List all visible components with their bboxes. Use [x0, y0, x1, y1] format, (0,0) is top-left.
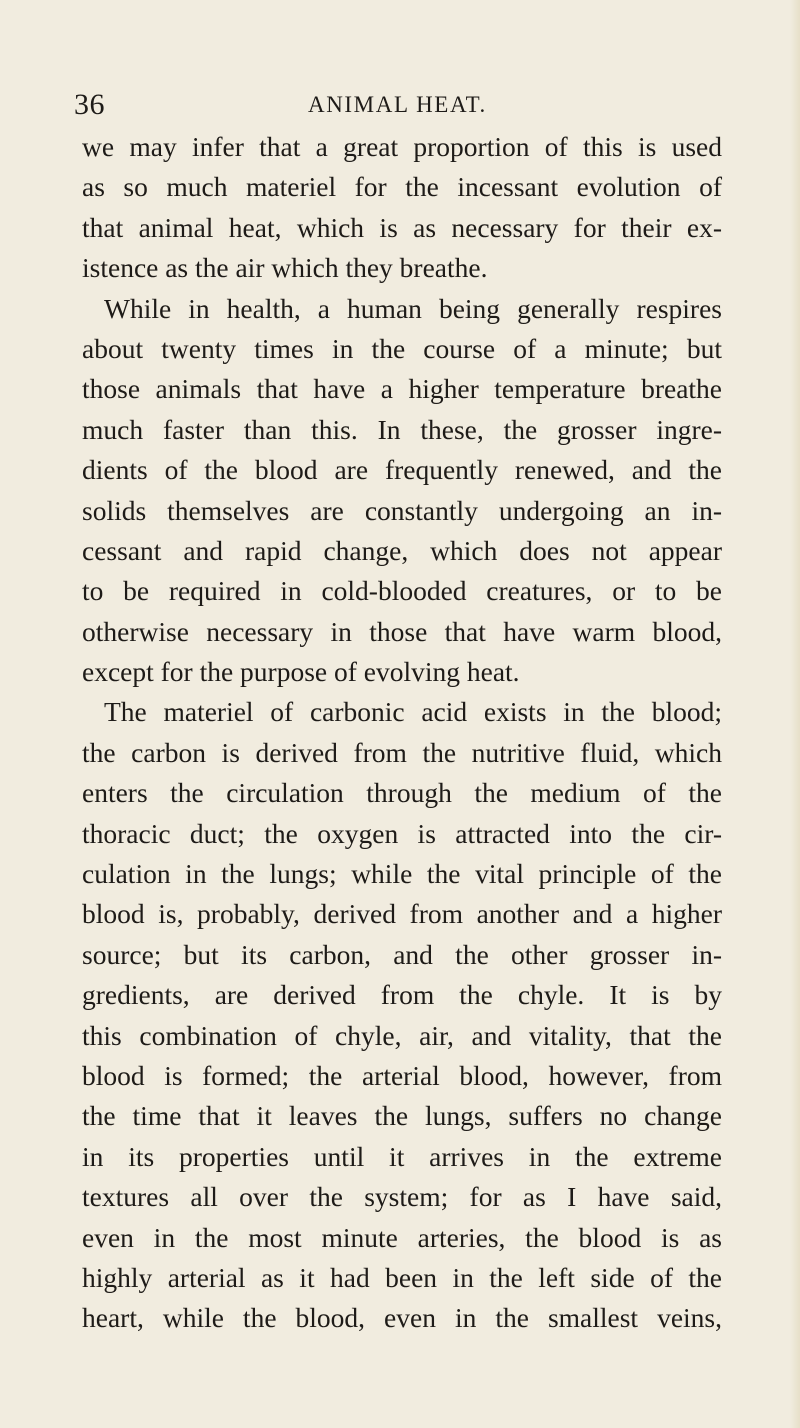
- text-line: While in health, a human being generally respires: [104, 292, 722, 324]
- text-line: cessant and rapid change, which does not appear: [82, 534, 722, 566]
- text-line: as so much materiel for the incessant evolution of: [82, 171, 722, 203]
- text-line: much faster than this. In these, the grosser ingre-: [82, 413, 722, 445]
- text-line: highly arterial as it had been in the left side of the: [82, 1261, 722, 1293]
- text-line: to be required in cold-blooded creatures, or to be: [82, 575, 722, 607]
- text-line: that animal heat, which is as necessary for their ex-: [82, 211, 722, 243]
- text-line: otherwise necessary in those that have warm blood,: [82, 615, 722, 647]
- text-line: gredients, are derived from the chyle. It is by: [82, 979, 722, 1011]
- page-edge-shadow: [790, 0, 800, 1428]
- running-head: ANIMAL HEAT.: [308, 92, 487, 117]
- text-line: in its properties until it arrives in the extreme: [82, 1140, 722, 1172]
- text-line: blood is formed; the arterial blood, however, from: [82, 1059, 722, 1091]
- text-line: solids themselves are constantly undergoing an in-: [82, 494, 722, 526]
- text-line: heart, while the blood, even in the smallest veins,: [82, 1302, 722, 1334]
- text-line: thoracic duct; the oxygen is attracted into the cir-: [82, 817, 722, 849]
- text-line: we may infer that a great proportion of this is used: [82, 131, 722, 162]
- text-line: textures all over the system; for as I have said,: [82, 1181, 722, 1213]
- body-text: [82, 127, 722, 1339]
- page-header: [74, 88, 730, 124]
- text-line: The materiel of carbonic acid exists in the blood;: [104, 696, 722, 728]
- text-line: culation in the lungs; while the vital principle of the: [82, 858, 722, 890]
- text-line: except for the purpose of evolving heat.: [82, 656, 520, 688]
- text-line: dients of the blood are frequently renewed, and the: [82, 454, 722, 486]
- text-line: enters the circulation through the medium of the: [82, 777, 722, 809]
- text-line: the carbon is derived from the nutritive fluid, which: [82, 736, 722, 768]
- text-line: the time that it leaves the lungs, suffers no change: [82, 1100, 722, 1132]
- text-line: source; but its carbon, and the other grosser in-: [82, 938, 722, 970]
- text-line: even in the most minute arteries, the blood is as: [82, 1221, 722, 1253]
- text-line: about twenty times in the course of a minute; but: [82, 332, 722, 364]
- text-line: istence as the air which they breathe.: [82, 252, 488, 284]
- text-line: those animals that have a higher temperature breathe: [82, 373, 722, 405]
- page-number: 36: [74, 88, 105, 121]
- text-line: blood is, probably, derived from another and a higher: [82, 898, 722, 930]
- text-line: this combination of chyle, air, and vitality, that the: [82, 1019, 722, 1051]
